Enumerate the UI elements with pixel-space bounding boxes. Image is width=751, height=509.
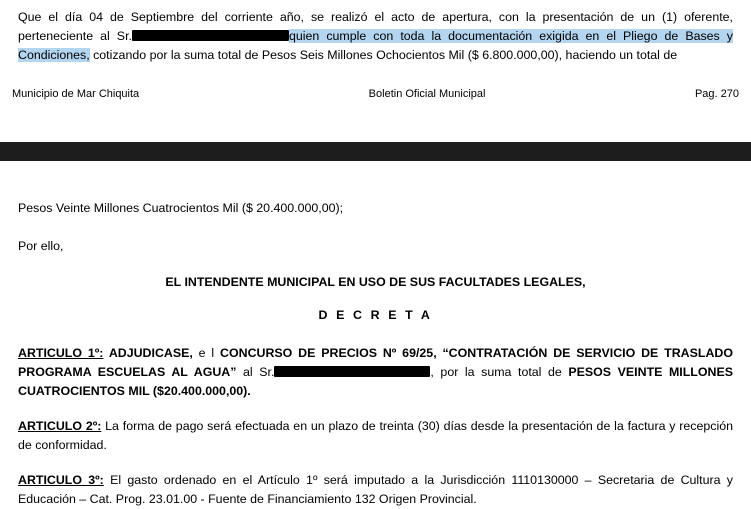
decree-heading: EL INTENDENTE MUNICIPAL EN USO DE SUS FACULTADES LEGALES,	[165, 275, 586, 289]
opening-paragraph	[18, 8, 733, 65]
article-2	[18, 417, 733, 455]
opening-paragraph-text-a: Que el día 04 de Septiembre del corriente año, se realizó el acto de apertura, con la presentación de un (1) oferente, perteneciente al Sr.	[18, 10, 733, 43]
page-separator-gap	[0, 120, 751, 142]
redacted-name-block-2	[274, 366, 430, 377]
footer-bulletin-title: Boletin Oficial Municipal	[368, 88, 486, 100]
decreta-label: D E C R E T A	[318, 308, 433, 322]
article-1-bold-mid: CONCURSO DE PRECIOS Nº 69/25, “CONTRATACIÓN DE SERVICIO DE TRASLADO PROGRAMA ESCUELAS AL AGUA”	[18, 346, 733, 379]
page-fragment-top	[0, 0, 751, 65]
article-3	[18, 471, 733, 509]
amount-line: Pesos Veinte Millones Cuatrocientos Mil ($ 20.400.000,00);	[18, 201, 344, 215]
footer-page-number: Pag. 270	[694, 88, 739, 100]
article-1-bold-end: PESOS VEINTE MILLONES CUATROCIENTOS MIL ($20.400.000,00).	[18, 365, 733, 398]
opening-paragraph-text-b: cotizando por la suma total de Pesos Seis Millones Ochocientos Mil ($ 6.800.000,00), haciendo un total de	[89, 48, 678, 62]
article-2-label: ARTICULO 2º:	[18, 419, 102, 433]
page-fragment-next	[0, 161, 751, 506]
page-footer	[0, 88, 751, 100]
redacted-name-block	[132, 30, 289, 41]
article-2-text: La forma de pago será efectuada en un plazo de treinta (30) días desde la presentación de la factura y recepción de conformidad.	[18, 419, 733, 452]
highlighted-clause: quien cumple con toda la documentación exigida en el Pliego de Bases y Condiciones,	[18, 29, 733, 62]
article-1-text-c: , por la suma total de	[430, 365, 569, 379]
por-ello-line: Por ello,	[18, 239, 64, 253]
article-1-label: ARTICULO 1º:	[18, 346, 104, 360]
article-3-text: El gasto ordenado en el Artículo 1º será imputado a la Jurisdicción 1110130000 – Secretaria de Cultura y Educación – Cat. Prog. 23.01.00 - Fuente de Financiamiento 132 Origen Provincial.	[18, 473, 733, 506]
article-1-bold-lead: ADJUDICASE,	[103, 346, 193, 360]
article-3-label: ARTICULO 3º:	[18, 473, 104, 487]
article-1-text-b: al Sr.	[236, 365, 275, 379]
page-separator-bar	[0, 142, 751, 161]
article-1	[18, 344, 733, 401]
footer-municipality: Municipio de Mar Chiquita	[12, 88, 140, 100]
article-1-text-a: e l	[192, 346, 221, 360]
